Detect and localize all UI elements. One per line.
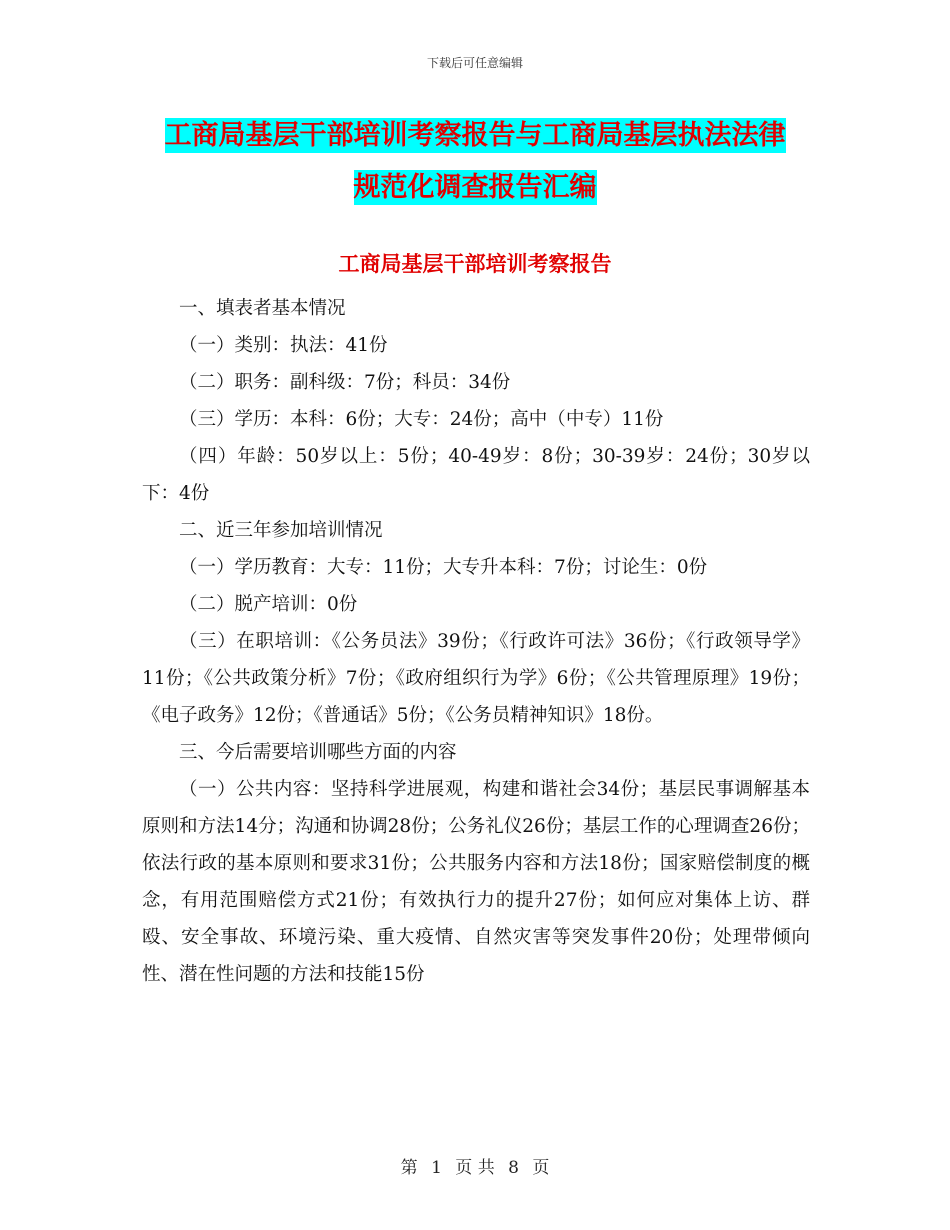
document-title (0, 110, 950, 214)
paragraph: （一）学历教育：大专：11份；大专升本科：7份；讨论生：0份 (179, 557, 708, 578)
footer-suffix: 页 (532, 1158, 550, 1178)
paragraph: （一）公共内容：坚持科学进展观，构建和谐社会34份；基层民事调解基本原则和方法14分；沟通和协调28份；公务礼仪26份；基层工作的心理调查26份；依法行政的基本原则和要求31份；公共服务内容和方法18份；国家赔偿制度的概念，有用范围赔偿方式21份；有效执行力的提升27份；如何应对集体上访、群殴、安全事故、环境污染、重大疫情、自然灾害等突发事件20份；处理带倾向性、潜在性问题的方法和技能15份 (142, 779, 810, 985)
document-title-line-1: 工商局基层干部培训考察报告与工商局基层执法法律 (164, 120, 786, 151)
paragraph: （四）年龄：50岁以上：5份；40-49岁：8份；30-39岁：24份；30岁以下：4份 (142, 446, 810, 504)
paragraph: 二、近三年参加培训情况 (179, 520, 383, 541)
section-title: 工商局基层干部培训考察报告 (338, 252, 612, 276)
paragraph: （二）职务：副科级：7份；科员：34份 (179, 372, 511, 393)
document-title-line-2: 规范化调查报告汇编 (353, 172, 597, 203)
paragraph: 三、今后需要培训哪些方面的内容 (179, 742, 457, 763)
page-footer (0, 1153, 950, 1178)
paragraph: 一、填表者基本情况 (179, 298, 346, 319)
paragraph: （二）脱产培训：0份 (179, 594, 358, 615)
document-body (142, 290, 810, 993)
current-page-number: 1 (431, 1158, 442, 1178)
footer-mid: 页 共 (455, 1158, 495, 1178)
paragraph: （三）学历：本科：6份；大专：24份；高中（中专）11份 (179, 409, 664, 430)
total-page-count: 8 (508, 1158, 519, 1178)
paragraph: （一）类别：执法：41份 (179, 335, 388, 356)
footer-prefix: 第 (400, 1158, 418, 1178)
paragraph: （三）在职培训：《公务员法》39份；《行政许可法》36份；《行政领导学》11份；《公共政策分析》7份；《政府组织行为学》6份；《公共管理原理》19份；《电子政务》12份；《普通话》5份；《公务员精神知识》18份。 (142, 631, 810, 726)
page-header: 下载后可任意编辑 (426, 56, 523, 70)
